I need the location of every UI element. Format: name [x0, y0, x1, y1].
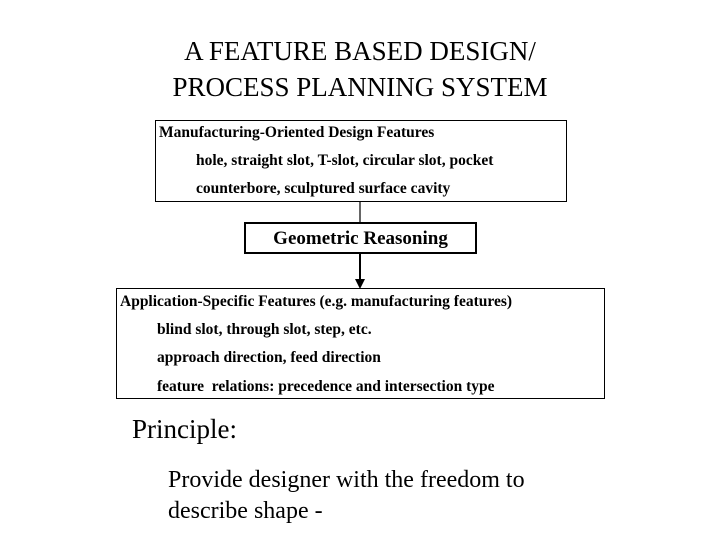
down-arrow — [353, 253, 367, 290]
slide-title-line-1: A FEATURE BASED DESIGN/ — [184, 36, 536, 66]
application-feature-item: approach direction, feed direction — [157, 349, 381, 366]
slide-title-line-2: PROCESS PLANNING SYSTEM — [172, 72, 548, 102]
application-feature-item: feature relations: precedence and intersection type — [157, 378, 495, 395]
design-feature-item: counterbore, sculptured surface cavity — [196, 180, 451, 197]
principle-label: Principle: — [132, 414, 237, 444]
connector-line — [357, 201, 363, 224]
design-features-heading: Manufacturing-Oriented Design Features — [159, 124, 435, 141]
application-feature-item: blind slot, through slot, step, etc. — [157, 321, 372, 338]
design-feature-item: hole, straight slot, T-slot, circular slot, pocket — [196, 152, 494, 169]
geometric-reasoning-box — [244, 222, 477, 254]
geometric-reasoning-label: Geometric Reasoning — [273, 228, 448, 249]
design-features-box — [155, 120, 567, 202]
application-features-heading: Application-Specific Features (e.g. manufacturing features) — [120, 293, 513, 310]
principle-text: Provide designer with the freedom to describe shape - — [168, 467, 525, 524]
application-features-box — [116, 288, 605, 399]
